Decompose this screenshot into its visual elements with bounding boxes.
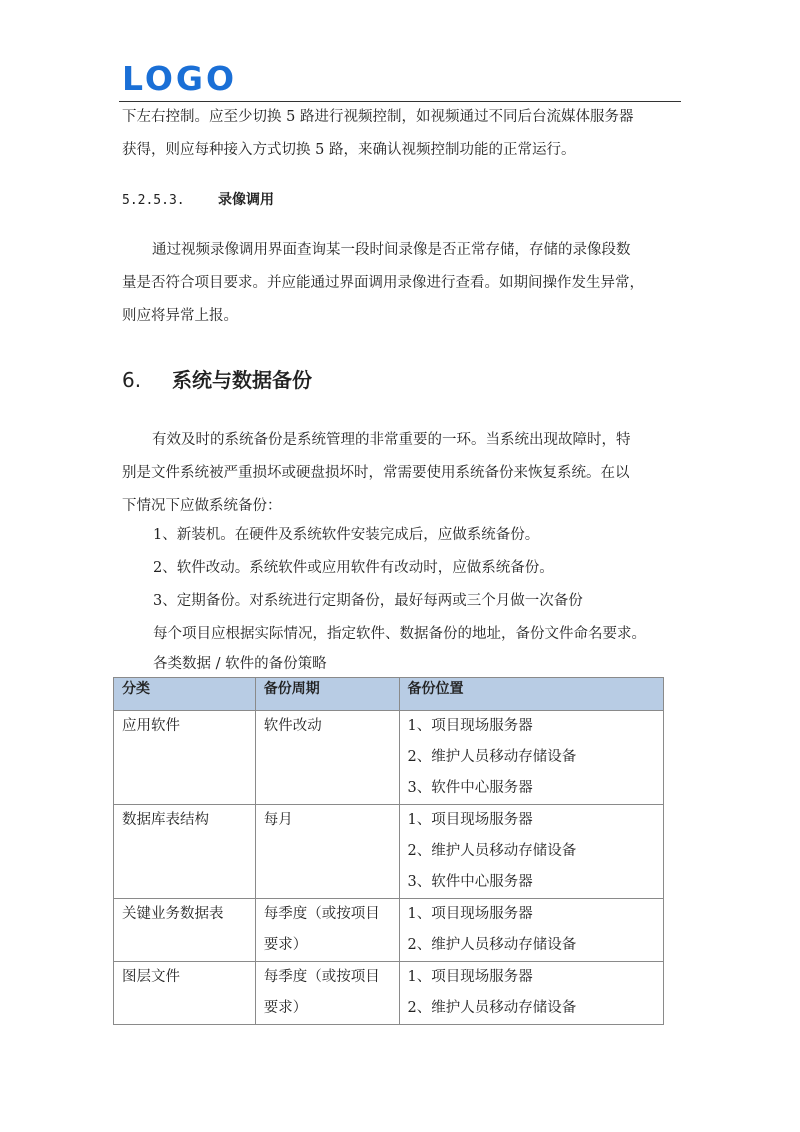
- location-item: 2、维护人员移动存储设备: [407, 749, 577, 765]
- header-cycle: 备份周期: [255, 678, 399, 711]
- location-cell: [399, 711, 664, 805]
- category-cell: 关键业务数据表: [114, 899, 256, 962]
- location-item: 1、项目现场服务器: [407, 812, 533, 828]
- list-item: 3、定期备份。对系统进行定期备份，最好每两或三个月做一次备份: [153, 593, 583, 609]
- table-caption: 各类数据 / 软件的备份策略: [153, 656, 327, 672]
- list-item: 2、软件改动。系统软件或应用软件有改动时，应做系统备份。: [153, 560, 554, 576]
- paragraph-line: 有效及时的系统备份是系统管理的非常重要的一环。当系统出现故障时，特: [152, 432, 631, 448]
- header-category: 分类: [114, 678, 256, 711]
- location-item: 1、项目现场服务器: [407, 906, 533, 922]
- location-item: 1、项目现场服务器: [407, 969, 533, 985]
- location-item: 2、维护人员移动存储设备: [407, 937, 577, 953]
- section-title: 录像调用: [218, 192, 274, 208]
- intro-paragraph: [122, 101, 682, 167]
- logo: LOGO: [122, 59, 238, 98]
- section-heading-6: [122, 364, 312, 393]
- location-cell: [399, 962, 664, 1025]
- table-row: [114, 899, 664, 962]
- section-6-paragraph: [122, 424, 682, 523]
- location-cell: [399, 899, 664, 962]
- category-cell: 应用软件: [114, 711, 256, 805]
- location-item: 3、软件中心服务器: [407, 780, 533, 796]
- paragraph-line: 别是文件系统被严重损坏或硬盘损坏时，常需要使用系统备份来恢复系统。在以: [122, 465, 630, 481]
- location-item: 2、维护人员移动存储设备: [407, 843, 577, 859]
- location-item: 3、软件中心服务器: [407, 874, 533, 890]
- table-header-row: [114, 678, 664, 711]
- paragraph-line: 量是否符合项目要求。并应能通过界面调用录像进行查看。如期间操作发生异常，: [122, 275, 644, 291]
- location-item: 1、项目现场服务器: [407, 718, 533, 734]
- cycle-cell: 每月: [255, 805, 399, 899]
- table-row: [114, 805, 664, 899]
- paragraph-line: 获得，则应每种接入方式切换 5 路，来确认视频控制功能的正常运行。: [122, 142, 576, 158]
- section-number: 6.: [122, 368, 142, 392]
- location-item: 2、维护人员移动存储设备: [407, 1000, 577, 1016]
- paragraph-line: 下情况下应做系统备份：: [122, 498, 282, 514]
- backup-strategy-table: [113, 677, 664, 1025]
- section-heading-5253: [122, 189, 274, 209]
- note-text: 每个项目应根据实际情况，指定软件、数据备份的地址，备份文件命名要求。: [153, 626, 646, 642]
- list-item: 1、新装机。在硬件及系统软件安装完成后，应做系统备份。: [153, 527, 540, 543]
- table-row: [114, 711, 664, 805]
- section-number: 5.2.5.3.: [122, 193, 185, 208]
- location-cell: [399, 805, 664, 899]
- cycle-cell: 每季度（或按项目要求）: [255, 962, 399, 1025]
- paragraph-line: 则应将异常上报。: [122, 308, 238, 324]
- cycle-cell: 每季度（或按项目要求）: [255, 899, 399, 962]
- paragraph-line: 通过视频录像调用界面查询某一段时间录像是否正常存储，存储的录像段数: [152, 242, 631, 258]
- paragraph-line: 下左右控制。应至少切换 5 路进行视频控制，如视频通过不同后台流媒体服务器: [122, 109, 634, 125]
- section-5253-paragraph: [122, 234, 682, 333]
- table-row: [114, 962, 664, 1025]
- category-cell: 数据库表结构: [114, 805, 256, 899]
- header-location: 备份位置: [399, 678, 664, 711]
- section-title: 系统与数据备份: [172, 368, 312, 392]
- category-cell: 图层文件: [114, 962, 256, 1025]
- cycle-cell: 软件改动: [255, 711, 399, 805]
